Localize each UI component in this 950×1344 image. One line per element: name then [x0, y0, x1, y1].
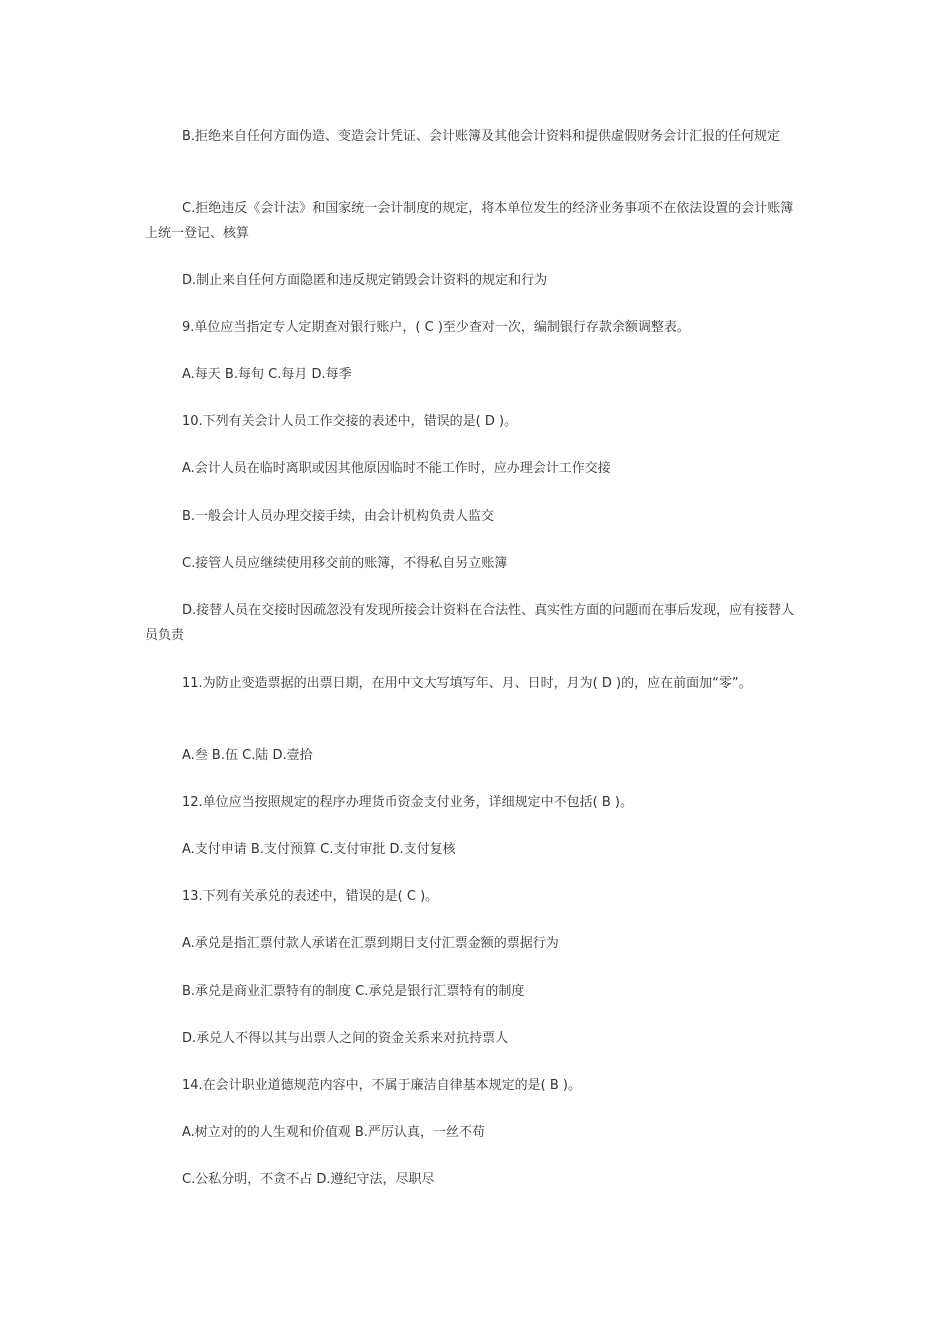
- paragraph-13: 12.单位应当按照规定的程序办理货币资金支付业务，详细规定中不包括( B )。: [182, 795, 634, 810]
- paragraph-10: D.接替人员在交接时因疏忽没有发现所接会计资料在合法性、真实性方面的问题而在事后发现，应有接替人员负责: [145, 603, 795, 643]
- paragraph-7: A.会计人员在临时离职或因其他原因临时不能工作时，应办理会计工作交接: [182, 461, 611, 476]
- paragraph-4: 9.单位应当指定专人定期查对银行账户，( C )至少查对一次，编制银行存款余额调整表。: [182, 320, 690, 335]
- paragraph-8: B.一般会计人员办理交接手续，由会计机构负责人监交: [182, 509, 495, 524]
- paragraph-12: A.叁 B.伍 C.陆 D.壹拾: [182, 748, 313, 763]
- paragraph-18: D.承兑人不得以其与出票人之间的资金关系来对抗持票人: [182, 1031, 509, 1046]
- paragraph-6: 10.下列有关会计人员工作交接的表述中，错误的是( D )。: [182, 414, 518, 429]
- paragraph-20: A.树立对的的人生观和价值观 B.严厉认真，一丝不苟: [182, 1125, 485, 1140]
- paragraph-9: C.接管人员应继续使用移交前的账簿，不得私自另立账簿: [182, 556, 508, 571]
- paragraph-1: B.拒绝来自任何方面伪造、变造会计凭证、会计账簿及其他会计资料和提供虚假财务会计汇报的任何规定: [182, 129, 781, 144]
- paragraph-5: A.每天 B.每旬 C.每月 D.每季: [182, 367, 352, 382]
- paragraph-11: 11.为防止变造票据的出票日期，在用中文大写填写年、月、日时，月为( D )的，应在前面加“零”。: [182, 676, 752, 691]
- paragraph-16: A.承兑是指汇票付款人承诺在汇票到期日支付汇票金额的票据行为: [182, 936, 559, 951]
- paragraph-21: C.公私分明，不贪不占 D.遵纪守法，尽职尽: [182, 1172, 435, 1187]
- paragraph-2: C.拒绝违反《会计法》和国家统一会计制度的规定，将本单位发生的经济业务事项不在依法设置的会计账簿上统一登记、核算: [145, 201, 794, 241]
- paragraph-14: A.支付申请 B.支付预算 C.支付审批 D.支付复核: [182, 842, 456, 857]
- paragraph-17: B.承兑是商业汇票特有的制度 C.承兑是银行汇票特有的制度: [182, 984, 525, 999]
- paragraph-3: D.制止来自任何方面隐匿和违反规定销毁会计资料的规定和行为: [182, 273, 548, 288]
- paragraph-19: 14.在会计职业道德规范内容中，不属于廉洁自律基本规定的是( B )。: [182, 1078, 582, 1093]
- paragraph-15: 13.下列有关承兑的表述中，错误的是( C )。: [182, 889, 439, 904]
